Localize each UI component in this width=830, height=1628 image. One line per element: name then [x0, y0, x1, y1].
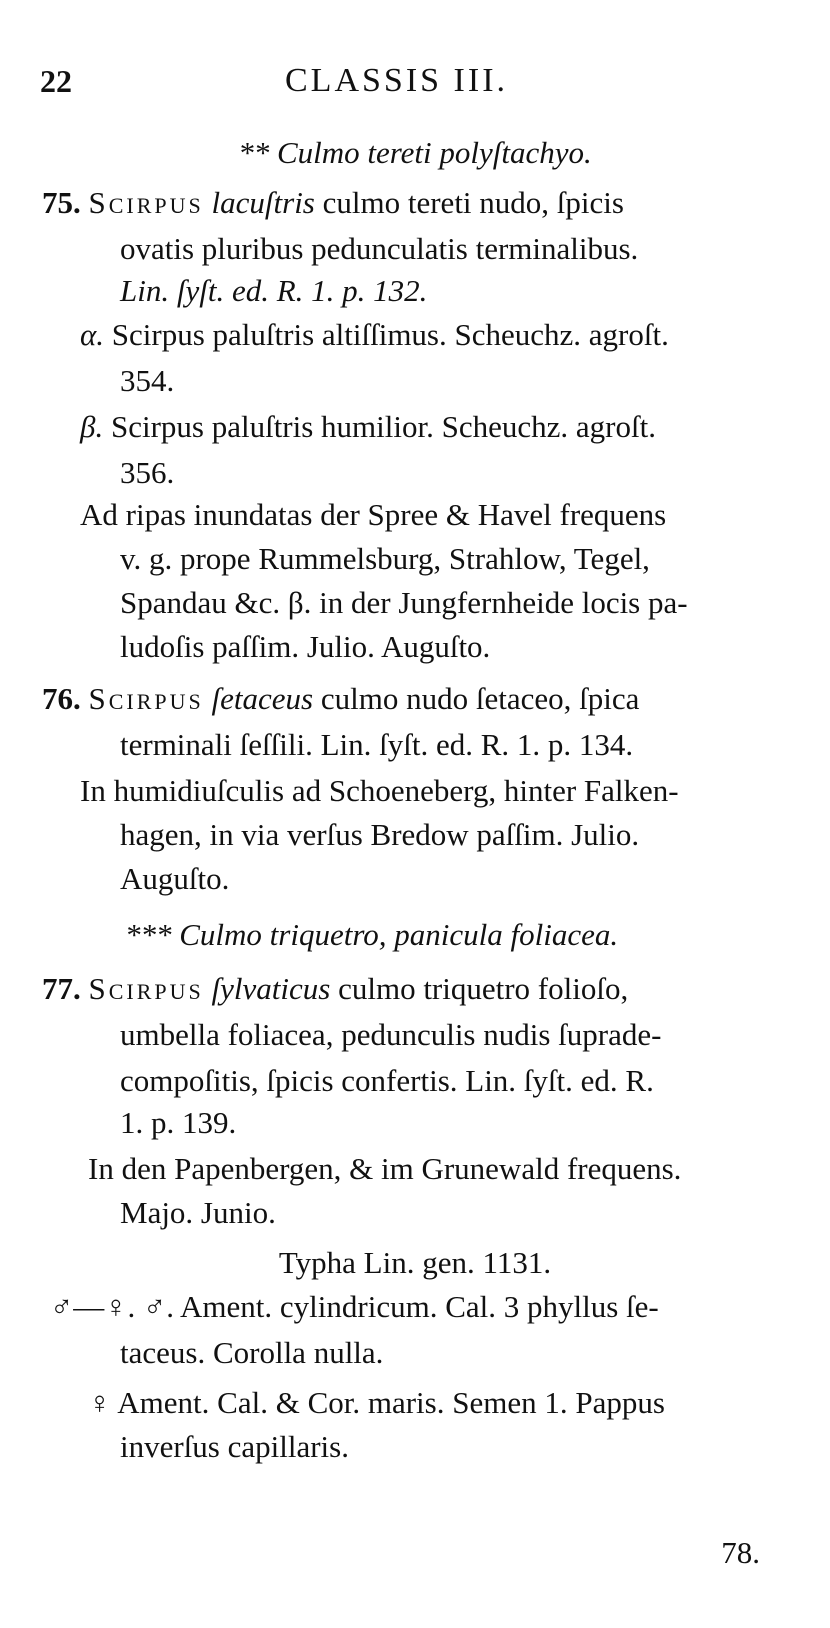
- typha-male-line-2: taceus. Corolla nulla.: [120, 1335, 384, 1370]
- variety-text: Scirpus paluſtris humilior. Scheuchz. agroſt.: [110, 409, 656, 444]
- entry-75-variety-alpha-page: 354.: [120, 363, 175, 398]
- entry-75-habitat-2: v. g. prope Rummelsburg, Strahlow, Tegel,: [120, 541, 650, 576]
- entry-number: 77.: [42, 971, 81, 1006]
- typha-heading: Typha Lin. gen. 1131.: [278, 1245, 552, 1280]
- catchword: 78.: [721, 1535, 760, 1570]
- entry-75-habitat-3: Spandau &c. β. in der Jungfernheide locis pa-: [120, 585, 688, 620]
- entry-75-habitat-4: ludoſis paſſim. Julio. Auguſto.: [120, 629, 491, 664]
- page-number: 22: [40, 63, 72, 99]
- species-name: ſylvaticus: [211, 971, 331, 1006]
- entry-76-habitat-3: Auguſto.: [120, 861, 230, 896]
- genus-name: Scirpus: [88, 971, 204, 1006]
- genus-name: Scirpus: [88, 681, 204, 716]
- typha-male-line-1: ♂—♀. ♂. Ament. cylindricum. Cal. 3 phyllus ſe-: [50, 1289, 659, 1324]
- entry-76-habitat-2: hagen, in via verſus Bredow paſſim. Julio.: [120, 817, 640, 852]
- species-name: lacuſtris: [211, 185, 315, 220]
- variety-text: Scirpus paluſtris altiſſimus. Scheuchz. agroſt.: [111, 317, 669, 352]
- entry-number: 76.: [42, 681, 81, 716]
- typha-female-line-1: ♀ Ament. Cal. & Cor. maris. Semen 1. Pappus: [88, 1385, 665, 1420]
- genus-name: Scirpus: [88, 185, 204, 220]
- entry-number: 75.: [42, 185, 81, 220]
- entry-75-line-2: ovatis pluribus pedunculatis terminalibus.: [120, 231, 639, 266]
- species-name: ſetaceus: [211, 681, 314, 716]
- entry-75-variety-beta: [80, 404, 656, 450]
- entry-77-line-1: [42, 966, 628, 1012]
- entry-77-habitat-1: In den Papenbergen, & im Grunewald frequens.: [88, 1151, 682, 1186]
- page-header: [40, 58, 780, 108]
- diagnosis-text: culmo tereti nudo, ſpicis: [322, 185, 624, 220]
- typha-female-line-2: inverſus capillaris.: [120, 1429, 349, 1464]
- entry-75-line-1: [42, 180, 624, 226]
- entry-76-habitat-1: In humidiuſculis ad Schoeneberg, hinter Falken-: [80, 773, 679, 808]
- variety-marker: α.: [80, 317, 105, 352]
- entry-77-line-4: 1. p. 139.: [120, 1105, 237, 1140]
- entry-77-line-2: umbella foliacea, pedunculis nudis ſuprade-: [120, 1017, 662, 1052]
- section-heading-triquetro: *** Culmo triquetro, panicula foliacea.: [125, 917, 619, 952]
- entry-76-line-1: [42, 676, 639, 722]
- diagnosis-text: culmo nudo ſetaceo, ſpica: [320, 681, 640, 716]
- variety-marker: β.: [80, 409, 104, 444]
- entry-75-habitat-1: Ad ripas inundatas der Spree & Havel frequens: [80, 497, 667, 532]
- section-heading-polystachyo: ** Culmo tereti polyſtachyo.: [238, 135, 592, 170]
- running-title: CLASSIS III.: [285, 62, 509, 99]
- entry-75-reference: Lin. ſyſt. ed. R. 1. p. 132.: [120, 273, 428, 308]
- entry-76-line-2: terminali ſeſſili. Lin. ſyſt. ed. R. 1. p. 134.: [120, 727, 634, 762]
- entry-75-variety-beta-page: 356.: [120, 455, 175, 490]
- entry-77-habitat-2: Majo. Junio.: [120, 1195, 276, 1230]
- entry-75-variety-alpha: [80, 312, 669, 358]
- diagnosis-text: culmo triquetro folioſo,: [338, 971, 629, 1006]
- entry-77-line-3: compoſitis, ſpicis confertis. Lin. ſyſt. ed. R.: [120, 1063, 654, 1098]
